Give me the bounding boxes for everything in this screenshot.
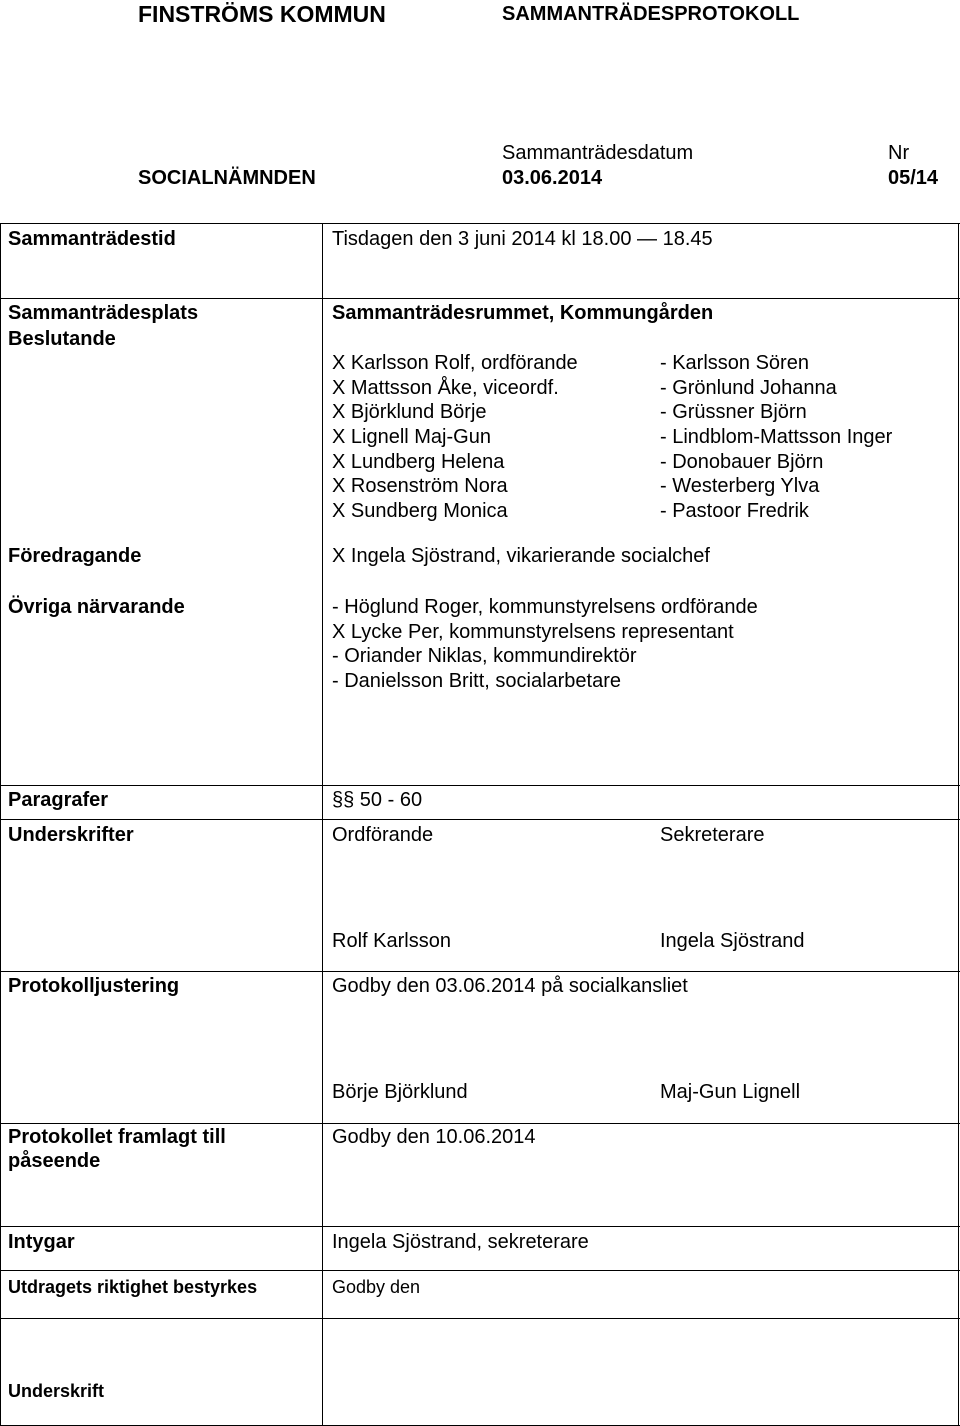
secretary-label: Sekreterare <box>660 824 765 846</box>
rule-verify <box>0 1270 960 1271</box>
deputies-list <box>660 351 892 524</box>
rule-display <box>0 1123 960 1124</box>
member-item: X Rosenström Nora <box>332 475 508 498</box>
adjustment-value: Godby den 03.06.2014 på socialkansliet <box>332 975 688 997</box>
member-item: X Sundberg Monica <box>332 500 508 523</box>
deputy-item: - Karlsson Sören <box>660 352 809 374</box>
other-attendee: - Höglund Roger, kommunstyrelsens ordförande <box>332 596 758 618</box>
others-list <box>332 595 758 694</box>
paragraphs-value: §§ 50 - 60 <box>332 789 423 811</box>
others-label: Övriga närvarande <box>8 596 185 618</box>
chair-name: Rolf Karlsson <box>332 930 451 952</box>
rule-certificate <box>0 1226 960 1227</box>
other-attendee: - Oriander Niklas, kommundirektör <box>332 645 637 668</box>
rule-signatures <box>0 819 960 820</box>
committee-name: SOCIALNÄMNDEN <box>138 167 316 189</box>
secretary-name: Ingela Sjöstrand <box>660 930 805 952</box>
member-item: X Lundberg Helena <box>332 450 505 473</box>
document-type: SAMMANTRÄDESPROTOKOLL <box>502 3 800 25</box>
date-value: 03.06.2014 <box>502 167 603 189</box>
member-item: X Björklund Börje <box>332 401 487 424</box>
rule-middle <box>322 223 323 1426</box>
other-attendee: X Lycke Per, kommunstyrelsens representant <box>332 620 734 643</box>
rule-top <box>0 223 960 224</box>
deciding-label: Beslutande <box>8 328 116 350</box>
display-value: Godby den 10.06.2014 <box>332 1126 536 1148</box>
paragraphs-label: Paragrafer <box>8 789 109 811</box>
rule-paragraphs <box>0 785 960 786</box>
rule-signature <box>0 1318 960 1319</box>
certificate-value: Ingela Sjöstrand, sekreterare <box>332 1231 589 1253</box>
deputy-item: - Grönlund Johanna <box>660 376 837 399</box>
verify-label: Utdragets riktighet bestyrkes <box>8 1277 258 1297</box>
place-label: Sammanträdesplats <box>8 302 199 324</box>
deputy-item: - Donobauer Björn <box>660 450 824 473</box>
member-item: X Karlsson Rolf, ordförande <box>332 352 578 374</box>
rule-place <box>0 298 960 299</box>
nr-value: 05/14 <box>888 167 939 189</box>
adjuster-1-name: Börje Björklund <box>332 1081 468 1103</box>
member-item: X Lignell Maj-Gun <box>332 426 491 449</box>
presenter-value: X Ingela Sjöstrand, vikarierande socialchef <box>332 545 710 567</box>
presenter-label: Föredragande <box>8 545 142 567</box>
rule-adjustment <box>0 971 960 972</box>
member-item: X Mattsson Åke, viceordf. <box>332 376 559 399</box>
time-label: Sammanträdestid <box>8 228 176 250</box>
members-list <box>332 351 578 524</box>
rule-right <box>958 223 959 1426</box>
verify-value: Godby den <box>332 1277 421 1297</box>
chair-label: Ordförande <box>332 824 434 846</box>
deputy-item: - Pastoor Fredrik <box>660 500 809 523</box>
rule-left <box>0 223 1 1426</box>
date-label: Sammanträdesdatum <box>502 142 694 164</box>
deputy-item: - Westerberg Ylva <box>660 475 820 498</box>
adjuster-2-name: Maj-Gun Lignell <box>660 1081 801 1103</box>
display-label: Protokollet framlagt till påseende <box>8 1126 226 1172</box>
other-attendee: - Danielsson Britt, socialarbetare <box>332 670 622 693</box>
signatures-label: Underskrifter <box>8 824 134 846</box>
certificate-label: Intygar <box>8 1231 75 1253</box>
municipality-name: FINSTRÖMS KOMMUN <box>138 1 386 27</box>
signature-label: Underskrift <box>8 1381 105 1401</box>
nr-label: Nr <box>888 142 910 164</box>
deputy-item: - Lindblom-Mattsson Inger <box>660 426 893 449</box>
adjustment-label: Protokolljustering <box>8 975 180 997</box>
deputy-item: - Grüssner Björn <box>660 401 807 424</box>
place-value: Sammanträdesrummet, Kommungården <box>332 302 714 324</box>
time-value: Tisdagen den 3 juni 2014 kl 18.00 — 18.45 <box>332 228 713 250</box>
